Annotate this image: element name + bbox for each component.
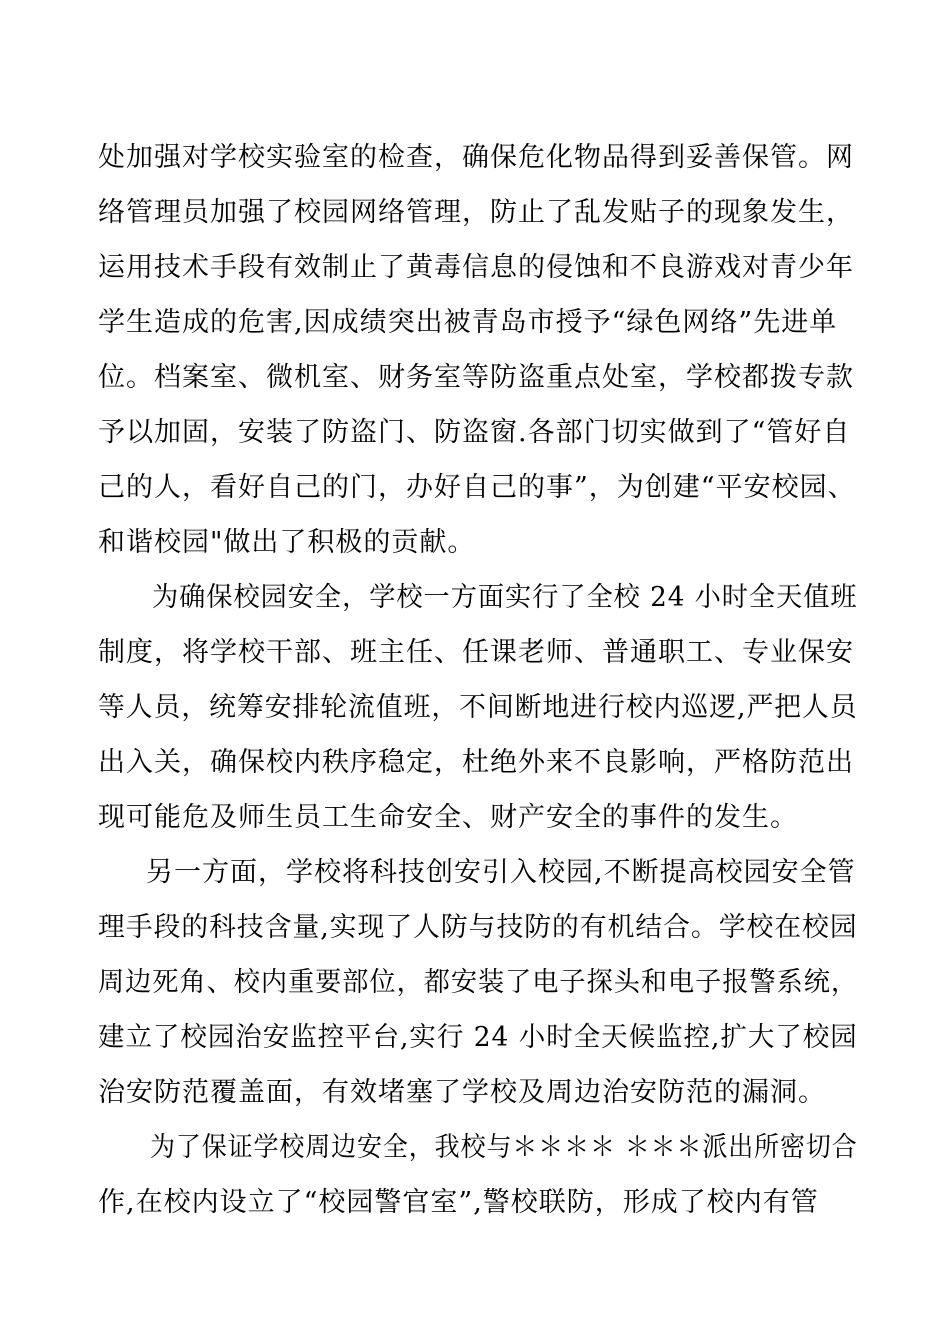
text-line: 建立了校园治安监控平台,实行 24 小时全天候监控,扩大了校园 (98, 1022, 858, 1053)
paragraph-first-line: 另一方面，学校将科技创安引入校园,不断提高校园安全管 (146, 857, 856, 888)
paragraph-first-line: 为了保证学校周边安全，我校与＊＊＊＊ ＊＊＊派出所密切合 (150, 1132, 858, 1163)
text-line: 作,在校内设立了“校园警官室”,警校联防，形成了校内有管 (98, 1187, 819, 1218)
paragraph-first-line: 为确保校园安全，学校一方面实行了全校 24 小时全天值班 (152, 582, 858, 613)
text-line: 治安防范覆盖面，有效堵塞了学校及周边治安防范的漏洞。 (98, 1077, 826, 1108)
text-line: 等人员，统筹安排轮流值班，不间断地进行校内巡逻,严把人员 (98, 692, 858, 723)
text-line: 处加强对学校实验室的检查，确保危化物品得到妥善保管。网 (98, 142, 854, 173)
text-line: 运用技术手段有效制止了黄毒信息的侵蚀和不良游戏对青少年 (98, 252, 854, 283)
text-line: 制度，将学校干部、班主任、任课老师、普通职工、专业保安 (98, 637, 854, 668)
text-line: 和谐校园"做出了积极的贡献。 (98, 527, 476, 558)
text-line: 出入关，确保校内秩序稳定，杜绝外来不良影响，严格防范出 (98, 747, 854, 778)
text-line: 位。档案室、微机室、财务室等防盗重点处室，学校都拨专款 (98, 362, 854, 393)
text-line: 学生造成的危害,因成绩突出被青岛市授予“绿色网络”先进单 (98, 307, 838, 338)
text-line: 予以加固，安装了防盗门、防盗窗.各部门切实做到了“管好自 (98, 417, 851, 448)
text-line: 络管理员加强了校园网络管理，防止了乱发贴子的现象发生， (98, 197, 854, 228)
text-line: 己的人，看好自己的门，办好自己的事”，为创建“平安校园、 (98, 472, 856, 503)
text-line: 现可能危及师生员工生命安全、财产安全的事件的发生。 (98, 802, 798, 833)
text-line: 周边死角、校内重要部位，都安装了电子探头和电子报警系统， (98, 967, 859, 998)
text-line: 理手段的科技含量,实现了人防与技防的有机结合。学校在校园 (98, 912, 858, 943)
